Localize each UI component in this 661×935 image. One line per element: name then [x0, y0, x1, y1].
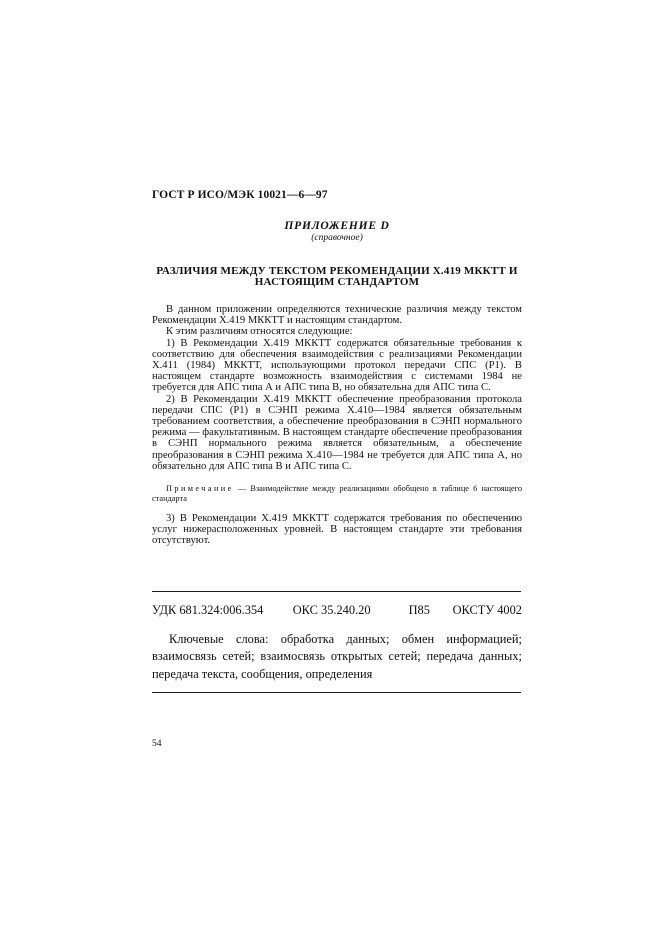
body-paragraph-3 [152, 513, 522, 547]
annex-subtitle: (справочное) [311, 233, 363, 243]
document-id: ГОСТ Р ИСО/МЭК 10021—6—97 [152, 189, 328, 201]
paragraph-item-2: 2) В Рекомендации X.419 МККТТ обеспечение преобразования протокола передачи СПС (P1) в СЭНП режима X.410—1984 является обязательным требованием соответствия, а обеспечение преобразования в СЭНП нормального режима — факультативным. В настоящем стандарте обеспечение преобразования в СЭНП нормального режима является обязательным, а обеспечение преобразования в СЭНП режима X.410—1984 не требуется для АПС типа А, но обязательно для АПС типа В и АПС типа С. [152, 393, 522, 472]
oks-code: ОКС 35.240.20 [292, 603, 371, 617]
keywords-text: Ключевые слова: обработка данных; обмен информацией; взаимосвязь сетей; взаимосвязь открытых сетей; передача данных; передача текста, сообщения, определения [152, 632, 522, 681]
keywords-block [152, 631, 522, 683]
classification-codes [152, 603, 522, 618]
paragraph-item-1: 1) В Рекомендации X.419 МККТТ содержатся обязательные требования к соответствию для обеспечения взаимодействия с реализациями Рекомендации X.411 (1984) МККТТ, использующими протокол передачи СПС (P1). В настоящем стандарте возможность взаимодействия с системами 1984 не требуется для АПС типа А и АПС типа В, но обязательна для АПС типа С. [152, 337, 522, 394]
udk-code: УДК 681.324:006.354 [152, 603, 264, 617]
paragraph-list-intro: К этим различиям относятся следующие: [166, 326, 353, 338]
note-label: Примечание [166, 484, 234, 493]
paragraph-item-3: 3) В Рекомендации X.419 МККТТ содержатся требования по обеспечению услуг нижерасположенных уровней. В настоящем стандарте эти требования отсутствуют. [152, 513, 522, 547]
paragraph-intro: В данном приложении определяются технические различия между текстом Рекомендации X.419 МККТТ и настоящим стандартом. [152, 304, 522, 327]
okstu-code: ОКСТУ 4002 [452, 603, 522, 617]
annex-title: ПРИЛОЖЕНИЕ D [284, 220, 390, 232]
section-heading [152, 266, 522, 288]
page-number: 54 [152, 739, 162, 749]
note-text: — Взаимодействие между реализациями обобщено в таблице 6 настоящего стандарта [152, 484, 522, 503]
divider-top [152, 591, 521, 592]
body-paragraphs [152, 304, 522, 472]
heading-line-2: НАСТОЯЩИМ СТАНДАРТОМ [254, 276, 420, 288]
note-paragraph [152, 484, 522, 504]
group-code: П85 [408, 603, 430, 617]
divider-bottom [152, 692, 521, 693]
note-block [152, 484, 522, 504]
heading-line-1: РАЗЛИЧИЯ МЕЖДУ ТЕКСТОМ РЕКОМЕНДАЦИИ X.419 МККТТ И [156, 265, 518, 277]
